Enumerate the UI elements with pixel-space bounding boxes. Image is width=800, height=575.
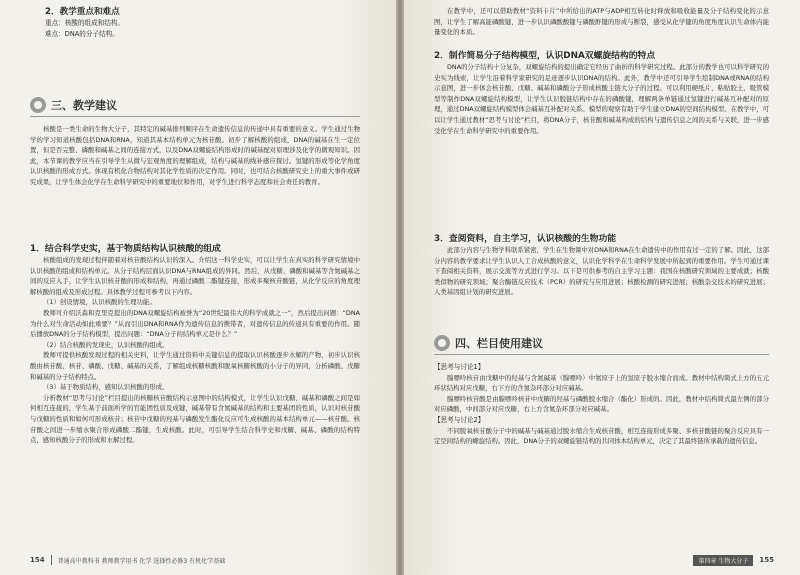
paragraph: 分析教材“思考与讨论”栏目提出的核糖核苷酸结构示意图中的结构模式，让学生认识戊糖、碱基和磷酸之间是如何相互连接的，学生基于前面所学的官能团性质及成键，碱基带有含氮碱基的结构和主要基团的性质，认识对核苷酸与戊糖的性质和如何可形成核苷；核苷中戊糖的羟基与磷酸发生酯化反应可生成核酸的基本结构单元——核苷酸。核苷酸之间进一步缩水聚合形成磷酸二酯键，生成核酸。此时，可引导学生结合科学史和戊糖、碱基、磷酸的结构特点，感知核酸分子的形成和水解过程。 [30, 393, 360, 445]
intro-paragraph: 核酸是一类生命的生物大分子，其特定的碱基排列顺序在生命遗传信息的传递中具有重要的意义。学生通过生物学的学习知道核酸包括DNA和RNA，知道其基本结构单元为核苷酸。初步了解核酸的组成，DNA的碱基在生一定位置，但是否完整、磷酸和碱基之间的连接方式，以及DNA双螺旋结构形成时的碱基配对原理涉及化学的微观知识。因此，本节课的教学应当在引导学生从微与宏观角度的理解组成，结构与碱基的线补感应探讨。氢键的形成等化学角度认识核酸的形成方式。体现有机化合物结构对其化学性质的决定作用。同时，也可结合核酸研究史上的重大事件或研究成果，让学生体会化学在生命科学研究中的重要地位和作用，对学生进行科学态度和社会责任的教育。 [30, 125, 360, 186]
book-gutter [396, 0, 404, 575]
subsection-2-heading: 2．制作简易分子结构模型，认识DNA双螺旋结构的特点 [434, 51, 656, 61]
subsection-3-heading: 3．查阅资料，自主学习，认识核酸的生物功能 [434, 234, 617, 244]
right-footer [604, 553, 774, 567]
subsection-1-heading: 1．结合科学史实，基于物质结构认识核酸的组成 [30, 244, 221, 254]
paragraph: 教师可提供核酸发现过程的相关史料，让学生通过资料中关键信息的提取认识核酸逐步水解的产物，初步认识核酸由核苷酸、核苷、磷酸、戊糖、碱基的关系，了解组成核糖核酸和脱氧核糖核酸的小分子的异同，分析磷酸、戊糖和碱基的分子结构特点。 [30, 351, 360, 381]
paragraph: （2）结合核酸的发现史，认识核酸的组成。 [43, 340, 169, 349]
section-circle-icon [434, 335, 450, 351]
paragraph: 在教学中，还可以借助教材“资料卡片”中所给出的ATP与ADP相互转化时释放和吸收能量及分子结构变化的示意图，让学生了解高能磷酸键，进一步认识磷酸酸键与磷酸酐键的形成与断裂，感受从化学键的角度角度认识生命体内能量变化的本质。 [434, 7, 769, 37]
section-rule [434, 354, 769, 355]
paragraph: 腺嘌呤核苷酸是由腺嘌呤核苷中戊糖的羟基与磷酸脱水缩合（酯化）形成的。因此，教材中结构简式最左侧的部分对应磷酸，中间部分对应戊糖，右上方含氮杂环部分对应碱基。 [434, 394, 769, 414]
section-circle-icon [30, 97, 46, 113]
paragraph: 教师可介绍沃森和克里克提出的DNA双螺旋结构被誉为“20世纪最伟大的科学成就之一”，然后提出问题：“DNA为什么对生命活动如此重要？”从而引出DNA和RNA作为遗传信息的携带者，对遗传信息的传递具有重要的作用。随后播放DNA的分子结构模型，提出问题：“DNA分子的结构单元是什么？” [30, 308, 360, 339]
left-page [0, 0, 396, 575]
footer-divider [51, 555, 52, 565]
section-2-heading: 2．教学重点和难点 [45, 7, 120, 17]
section-rule [30, 116, 360, 117]
discussion-1-tag: 【思考与讨论1】 [434, 363, 485, 371]
focus-line: 重点：核酸的组成和结构。 [45, 19, 125, 27]
paragraph: DNA的分子结构十分复杂，双螺旋结构的提出确定它经历了曲折的科学研究过程。此部分的教学也可以科学研究的史实为线索，让学生沿着科学家研究的足迹逐步认识DNA的结构。此外，教学中还可引导学生绘制DNA或RNA的结构示意图，进一步体会核苷酸、戊糖、碱基和磷酸分子形成核酸主链大分子的过程。可以利用硬纸片、粘贴胶土、吸管模型等制作DNA双螺旋结构模型，让学生认识脱链结构中存在的磷酸键，理解两条单链通过氢键进行碱基互补配对的原理，通过DNA双螺旋结构模型体会碱基互补配对关系。模型的观察有助于学生建立DNA的空间结构模型。在教学中，可以让学生通过教材“思考与讨论”栏目，将DNA分子，核苷酸和碱基构成的结构与遗传信息之间的关系与关联，进一步感受化学在生命科学研究中的重要作用。 [434, 63, 769, 135]
left-footer [30, 553, 370, 567]
section-3-title: 三、教学建议 [51, 99, 117, 112]
paragraph: 不同脱氧核苷酸分子中的碱基与碱基通过脱水缩合生成核苷酸，相互连接形成多聚、多核苷酸链的聚合反应具有一定空间结构的螺旋结构。因此，DNA分子的双螺旋链结构的共同体本结构单元，决定了其最终链所承载的遗传信息。 [434, 426, 769, 446]
paragraph: （1）创设情境，认识核酸的生理功能。 [43, 298, 156, 307]
page-number: 155 [759, 556, 774, 564]
chapter-label: 第四章 生物大分子 [693, 555, 753, 566]
paragraph: 此部分内容与生物学科联系紧密，学生在生物课中对DNA和RNA在生命遗传中的作用有过一定的了解。因此，这部分内容的教学要求让学生认识人工合成核酸的意义，认识化学科学在生命科学发展中所起到的重要作用。学生可通过课下查阅相关资料，展示交流等方式进行学习。以下是可供参考的自主学习主题：我国在核酸研究领域的主要成就；核酸类似物的研究领域；聚合酶链反应技术（PCR）的研究与应用进展；核酸检测的研究进展；核酸杂交技术的研究进展；人类基因组计划的研究进展。 [434, 246, 769, 297]
section-3-header [30, 97, 117, 113]
section-4-title: 四、栏目使用建议 [455, 337, 543, 350]
right-page [404, 0, 800, 575]
paragraph: 腺嘌呤核苷由戊糖中的羟基与含氮碱基（腺嘌呤）中氮原子上的氢原子脱水缩合而成。教材中结构简式上方的五元环状结构对应戊糖，右下方的含氮杂环部分对应碱基。 [434, 373, 769, 393]
section-4-header [434, 335, 543, 351]
discussion-2-tag: 【思考与讨论2】 [434, 415, 485, 424]
page-number: 154 [30, 556, 45, 564]
difficulty-line: 难点：DNA的分子结构。 [45, 29, 119, 38]
paragraph: 核酸组成的发现过程伴随着对核苷酸结构认识的深入。介绍这一科学史实，可以让学生在真实的科学研究情境中认识核酸的组成和结构单元。从分子结构层面认识DNA与RNA组成的异同。然后，从戊糖、磷酸和碱基等含氮碱基之间的反应入手，让学生认识核苷酸的形成和结构，再通过磷酸二酯键连接，形成多聚核苷酸链，从化学反应的角度理解核酸的组成及形成过程。具体教学过程可参考以下内容。 [30, 256, 360, 296]
book-title: 普通高中教科书 教师教学用书 化学 选择性必修3 有机化学基础 [57, 557, 226, 565]
paragraph: （3）基于物质结构，感知认识核酸的形成。 [43, 383, 169, 392]
